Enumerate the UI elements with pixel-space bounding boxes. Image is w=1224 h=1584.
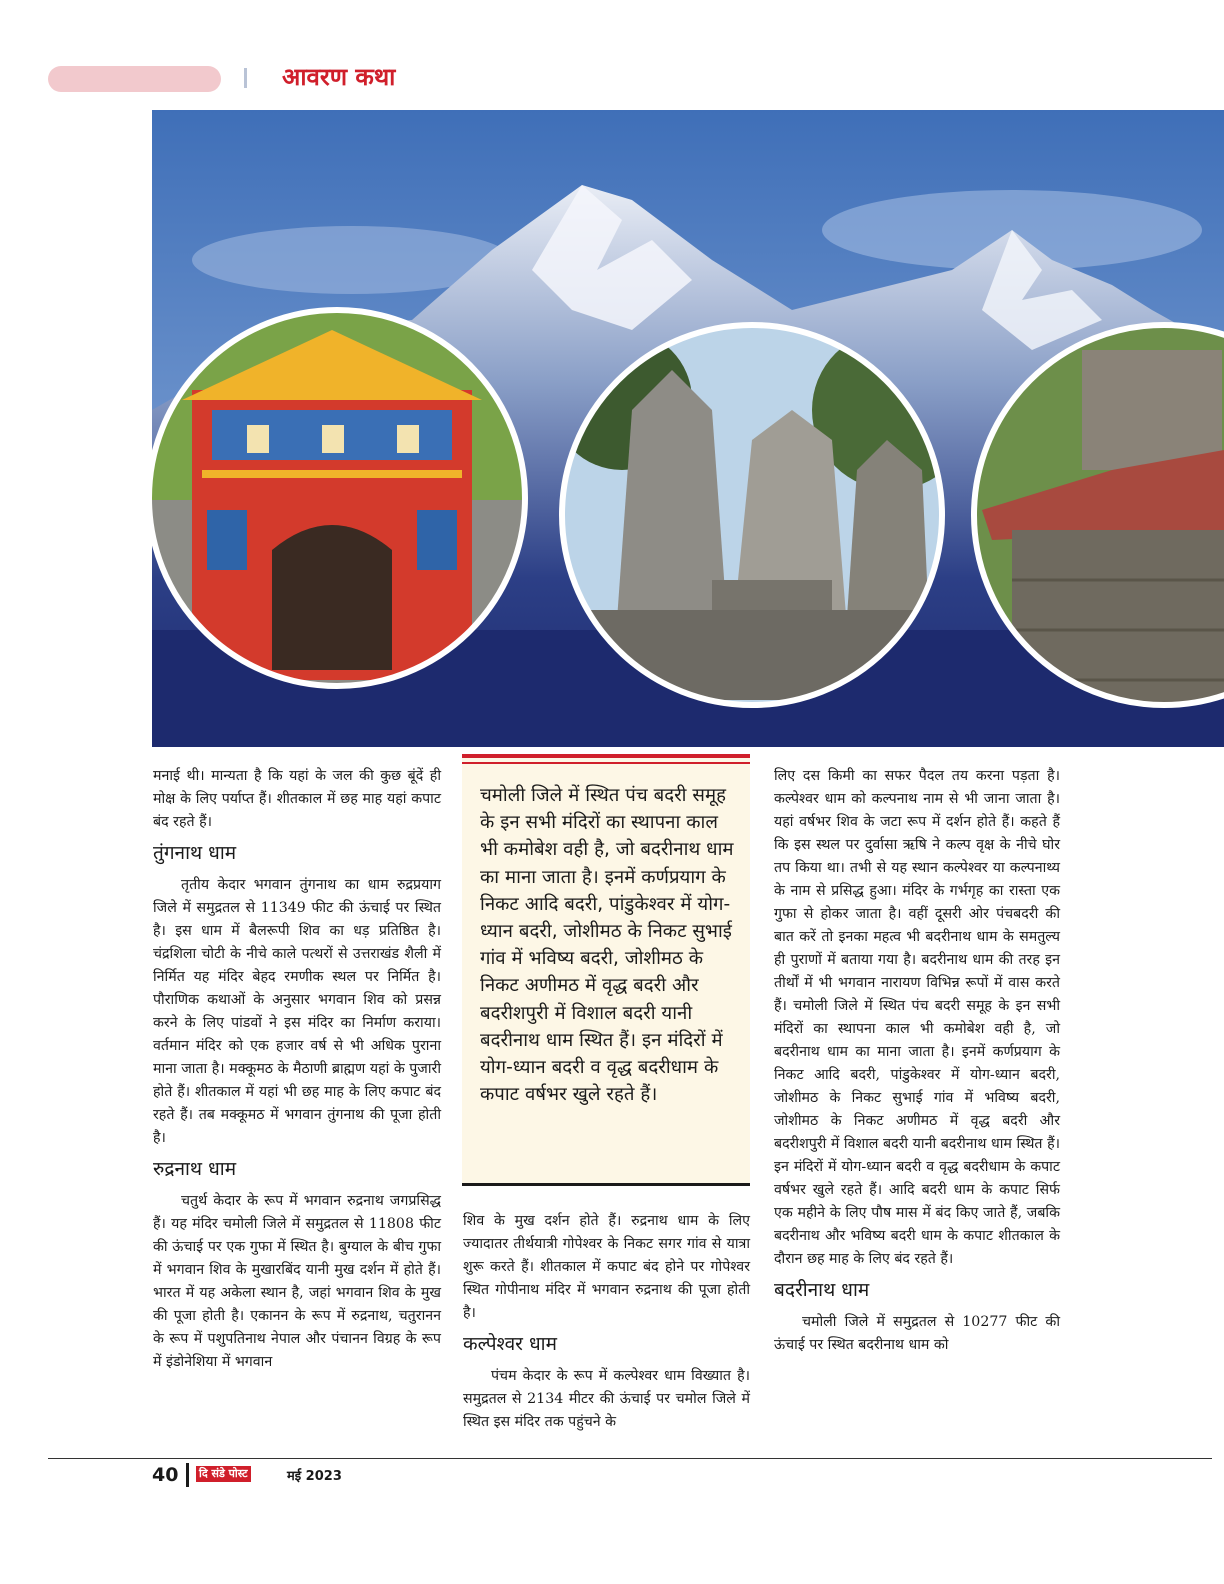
paragraph-intro: मनाई थी। मान्यता है कि यहां के जल की कुछ बूंदें ही मोक्ष के लिए पर्याप्त हैं। शीतकाल में छह माह यहां कपाट बंद रहते हैं। [153, 768, 441, 830]
header-separator [244, 68, 247, 88]
heading-rudranath: रुद्रनाथ धाम [153, 1158, 237, 1180]
pullquote-rule-bottom [462, 1183, 750, 1186]
article-column-1 [153, 765, 441, 1374]
pullquote-text: चमोली जिले में स्थित पंच बदरी समूह के इन सभी मंदिरों का स्थापना काल भी कमोबेश वही है, जो बदरीनाथ धाम का माना जाता है। इनमें कर्णप्रयाग के निकट आदि बदरी, पांडुकेश्वर में योग-ध्यान बदरी, जोशीमठ के निकट सुभाई गांव में भविष्य बदरी, जोशीमठ के निकट अणीमठ में वृद्ध बदरी और बदरीशपुरी में विशाल बदरी यानी बदरीनाथ धाम स्थित हैं। इन मंदिरों में योग-ध्यान बदरी व वृद्ध बदरीधाम के कपाट वर्षभर खुले रहते हैं। [480, 785, 734, 1106]
paragraph-tungnath: तृतीय केदार भगवान तुंगनाथ का धाम रुद्रप्रयाग जिले में समुद्रतल से 11349 फीट की ऊंचाई पर स्थित है। इस धाम में बैलरूपी शिव का धड़ प्रतिष्ठित है। चंद्रशिला चोटी के नीचे काले पत्थरों से उत्तराखंड शैली में निर्मित यह मंदिर बेहद रमणीक स्थल पर निर्मित है। पौराणिक कथाओं के अनुसार भगवान शिव को प्रसन्न करने के लिए पांडवों ने इस मंदिर का निर्माण कराया। वर्तमान मंदिर को एक हजार वर्ष से भी अधिक पुराना माना जाता है। मक्कूमठ के मैठाणी ब्राह्मण यहां के पुजारी होते हैं। शीतकाल में यहां भी छह माह के लिए कपाट बंद रहते हैं। तब मक्कूमठ में भगवान तुंगनाथ की पूजा होती है। [153, 877, 441, 1146]
footer-rule [48, 1458, 1212, 1459]
paragraph-rudranath-cont: शिव के मुख दर्शन होते हैं। रुद्रनाथ धाम के लिए ज्यादातर तीर्थयात्री गोपेश्वर के निकट सगर गांव से यात्रा शुरू करते हैं। शीतकाल में कपाट बंद होने पर गोपेश्वर स्थित गोपीनाथ मंदिर में भगवान रुद्रनाथ की पूजा होती है। [463, 1213, 750, 1321]
header-pill [48, 66, 221, 92]
article-column-3 [774, 765, 1060, 1357]
hero-image [152, 110, 1224, 747]
pullquote-rule-top [462, 754, 750, 758]
publication-logo: दि संडे पोस्ट [196, 1466, 251, 1482]
pullquote-box [462, 754, 750, 1186]
heading-kalpeshwar: कल्पेश्वर धाम [463, 1333, 557, 1355]
paragraph-kalpeshwar: पंचम केदार के रूप में कल्पेश्वर धाम विख्यात है। समुद्रतल से 2134 मीटर की ऊंचाई पर चमोल जिले में स्थित इस मंदिर तक पहुंचने के [463, 1368, 750, 1430]
paragraph-rudranath: चतुर्थ केदार के रूप में भगवान रुद्रनाथ जगप्रसिद्ध हैं। यह मंदिर चमोली जिले में समुद्रतल से 11808 फीट की ऊंचाई पर एक गुफा में स्थित है। बुग्याल के बीच गुफा में भगवान शिव के मुखारबिंद यानी मुख दर्शन में होते हैं। भारत में यह अकेला स्थान है, जहां भगवान शिव के मुख की पूजा होती है। एकानन के रूप में रुद्रनाथ, चतुरानन के रूप में पशुपतिनाथ नेपाल और पंचानन विग्रह के रूप में इंडोनेशिया में भगवान [153, 1193, 441, 1370]
article-column-2 [463, 1210, 750, 1434]
pullquote-rule-top-thin [462, 762, 750, 764]
paragraph-kalpeshwar-cont: लिए दस किमी का सफर पैदल तय करना पड़ता है। कल्पेश्वर धाम को कल्पनाथ नाम से भी जाना जाता है। यहां वर्षभर शिव के जटा रूप में दर्शन होते हैं। कहते हैं कि इस स्थल पर दुर्वासा ऋषि ने कल्प वृक्ष के नीचे घोर तप किया था। तभी से यह स्थान कल्पेश्वर या कल्पनाथ्य के नाम से प्रसिद्ध हुआ। मंदिर के गर्भगृह का रास्ता एक गुफा से होकर जाता है। वहीं दूसरी ओर पंचबदरी की बात करें तो इनका महत्व भी बदरीनाथ धाम के समतुल्य ही पुराणों में बताया गया है। बदरीनाथ धाम की तरह इन तीर्थों में भी भगवान नारायण विभिन्न रूपों में वास करते हैं। चमोली जिले में स्थित पंच बदरी समूह के इन सभी मंदिरों का स्थापना काल भी कमोबेश वही है, जो बदरीनाथ धाम का माना जाता है। इनमें कर्णप्रयाग के निकट आदि बदरी, पांडुकेश्वर में योग-ध्यान बदरी, जोशीमठ के निकट सुभाई गांव में भविष्य बदरी, जोशीमठ के निकट अणीमठ में वृद्ध बदरी और बदरीशपुरी में विशाल बदरी यानी बदरीनाथ धाम स्थित हैं। इन मंदिरों में योग-ध्यान बदरी व वृद्ध बदरीधाम के कपाट वर्षभर खुले रहते हैं। आदि बदरी धाम के कपाट सिर्फ एक महीने के लिए पौष मास में बंद किए जाते हैं, जबकि बदरीनाथ और भविष्य बदरी धाम के कपाट शीतकाल के दौरान छह माह के लिए बंद रहते हैं। [774, 768, 1060, 1267]
footer-separator [186, 1463, 189, 1487]
paragraph-badrinath: चमोली जिले में समुद्रतल से 10277 फीट की ऊंचाई पर स्थित बदरीनाथ धाम को [774, 1314, 1060, 1353]
heading-badrinath: बदरीनाथ धाम [774, 1279, 870, 1301]
section-title: आवरण कथा [282, 63, 396, 91]
issue-date: मई 2023 [287, 1469, 342, 1484]
mountain-temples-photo [152, 110, 1224, 747]
page-number: 40 [152, 1464, 179, 1486]
heading-tungnath: तुंगनाथ धाम [153, 842, 237, 864]
